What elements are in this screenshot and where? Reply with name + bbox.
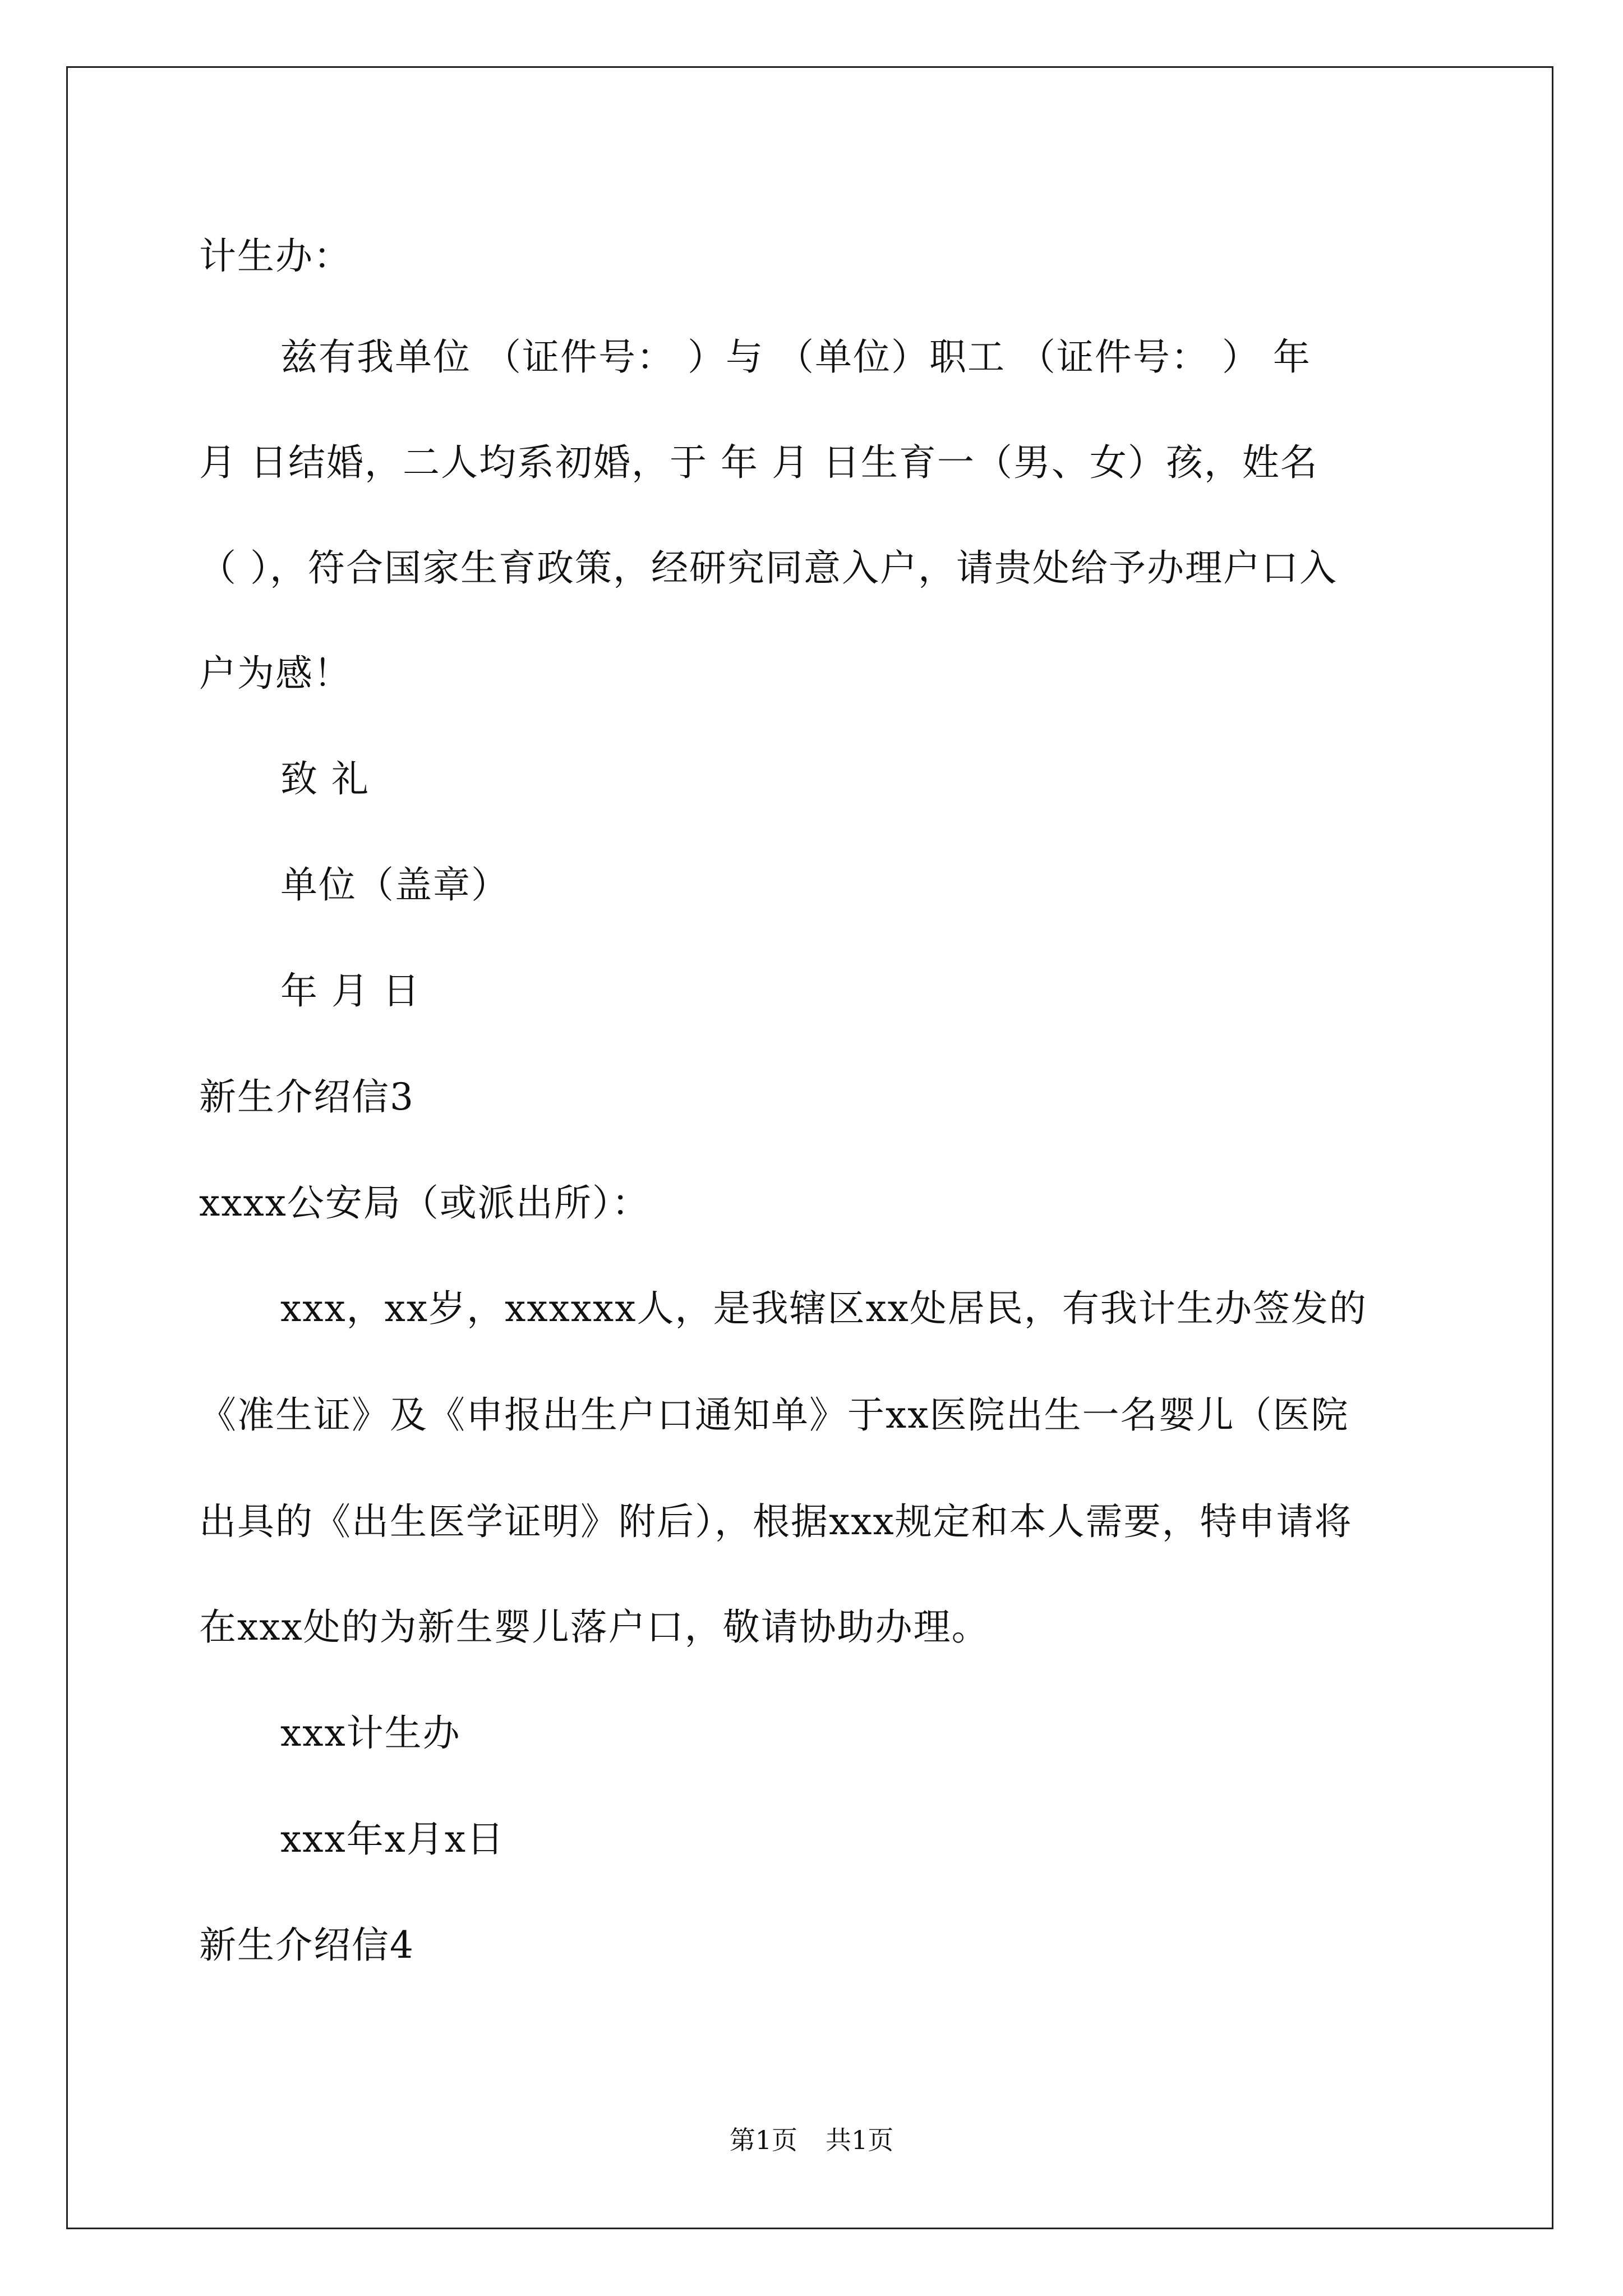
body-line: 在xxx处的为新生婴儿落户口，敬请协助办理。 [199,1605,990,1649]
body-line: 兹有我单位 （证件号： ）与 （单位）职工 （证件号： ） 年 [280,335,1311,379]
salutation: 计生办： [199,234,352,278]
body-line: xxx，xx岁，xxxxxx人，是我辖区xx处居民，有我计生办签发的 [280,1287,1367,1330]
body-line: 《准生证》及《申报出生户口通知单》于xx医院出生一名婴儿（医院 [199,1393,1349,1437]
page-total: 共1页 [826,2125,894,2155]
page-footer [0,2127,1623,2153]
body-line: 出具的《出生医学证明》附后），根据xxx规定和本人需要，特申请将 [199,1500,1353,1543]
body-line: （ ），符合国家生育政策，经研究同意入户，请贵处给予办理户口入 [199,546,1338,590]
signature-unit: xxx计生办 [280,1711,461,1755]
closing-greeting: 致 礼 [280,757,370,800]
page-border [66,66,1553,2229]
signature-date: 年 月 日 [280,969,421,1013]
section-heading: 新生介绍信3 [199,1075,414,1119]
signature-unit: 单位（盖章） [280,863,509,907]
page-number: 第1页 [729,2125,797,2155]
body-line: 户为感！ [199,652,352,695]
body-line: 月 日结婚，二人均系初婚，于 年 月 日生育一（男、女）孩，姓名 [199,441,1318,484]
signature-date: xxx年x月x日 [280,1818,505,1861]
section-heading: 新生介绍信4 [199,1924,414,1967]
salutation: xxxx公安局（或派出所）： [199,1181,650,1225]
